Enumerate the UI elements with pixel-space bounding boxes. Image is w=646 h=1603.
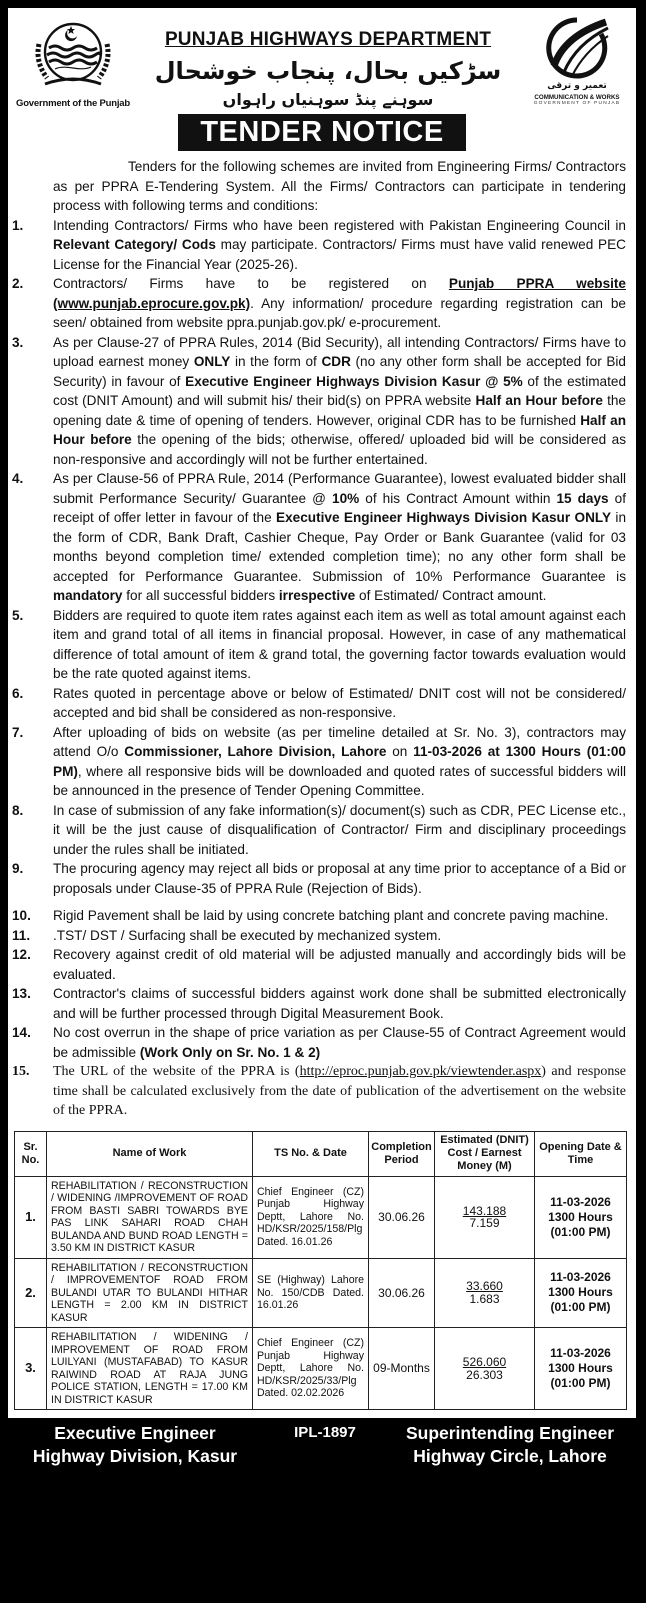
signatory-title: Executive Engineer bbox=[54, 1423, 216, 1443]
cell-cost bbox=[435, 1176, 535, 1258]
cell-cost bbox=[435, 1258, 535, 1328]
opening-time: (01:00 PM) bbox=[550, 1224, 611, 1239]
term-text: As per Clause-56 of PPRA Rule, 2014 (Performance Guarantee), lowest evaluated bidder shall submit Performance Security/ Guarantee @ bbox=[53, 471, 626, 506]
term-number: 14. bbox=[12, 1025, 31, 1040]
term-emphasis: ONLY bbox=[193, 354, 231, 369]
cell-name-of-work: REHABILITATION / RECONSTRUCTION / IMPROVEMENTOF ROAD FROM BULANDI UTAR TO BULANDI HITHAR LENGTH = 2.00 KM IN DISTRICT KASUR bbox=[47, 1258, 253, 1328]
estimated-cost: 143.188 bbox=[462, 1203, 507, 1218]
schemes-table bbox=[14, 1131, 627, 1411]
opening-hours: 1300 Hours bbox=[548, 1361, 613, 1375]
tender-notice-title: TENDER NOTICE bbox=[178, 114, 466, 151]
tender-notice-page bbox=[8, 8, 636, 1418]
earnest-money: 1.683 bbox=[469, 1291, 500, 1306]
term-text: Rigid Pavement shall be laid by using concrete batching plant and concrete paving machine. bbox=[53, 908, 609, 923]
header-estimated-cost: Estimated (DNIT) Cost / Earnest Money (M) bbox=[435, 1131, 535, 1176]
superintending-engineer-signature bbox=[380, 1422, 640, 1468]
term-number: 3. bbox=[12, 334, 24, 350]
communication-works-logo bbox=[518, 14, 636, 106]
term-number: 9. bbox=[12, 861, 24, 876]
term-item bbox=[8, 216, 636, 275]
cell-ts-no: Chief Engineer (CZ) Punjab Highway Deptt, Lahore No. HD/KSR/2025/158/Plg Dated. 16.01.26 bbox=[253, 1176, 369, 1258]
term-item bbox=[8, 469, 636, 606]
term-item bbox=[8, 984, 636, 1023]
cell-completion: 30.06.26 bbox=[369, 1176, 435, 1258]
header-center bbox=[138, 14, 518, 151]
term-text: No cost overrun in the shape of price variation as per Clause-55 of Contract Agreement would be admissible bbox=[53, 1025, 626, 1060]
term-number: 10. bbox=[12, 908, 31, 923]
term-text: on bbox=[386, 744, 414, 759]
term-emphasis: CDR bbox=[321, 354, 351, 369]
term-item bbox=[8, 274, 636, 333]
estimated-cost: 526.060 bbox=[462, 1355, 507, 1369]
punjab-government-logo bbox=[8, 14, 138, 109]
opening-date: 11-03-2026 bbox=[550, 1346, 611, 1360]
cell-sr: 1. bbox=[15, 1176, 47, 1258]
term-text: of Estimated/ Contract amount. bbox=[355, 588, 547, 603]
term-item bbox=[8, 684, 636, 723]
ipl-number: IPL-1897 bbox=[294, 1424, 356, 1441]
term-text: Recovery against credit of old material will be adjusted manually and accordingly bids will be evaluated. bbox=[53, 947, 626, 982]
signatory-title: Superintending Engineer bbox=[405, 1423, 615, 1443]
estimated-cost: 33.660 bbox=[466, 1279, 503, 1294]
term-text: in the form of bbox=[230, 354, 322, 369]
urdu-slogan-secondary: سوہنے پنڈ سوہنیاں راہواں bbox=[222, 90, 434, 109]
cell-completion: 09-Months bbox=[369, 1328, 435, 1410]
cell-name-of-work: REHABILITATION / WIDENING / IMPROVEMENT OF ROAD FROM LUILYANI (MUSTAFABAD) TO KASUR RAIWIND ROAD AT RAJA JUNG POLICE STATION, LENGTH = 17.00 KM IN DISTRICT KASUR bbox=[47, 1328, 253, 1410]
term-text: Bidders are required to quote item rates against each item as well as total amount against each item and grand total of all items in financial proposal. However, in case of any mathematical difference of total amount of item & grand total, the governing factor towards evaluation would be the rate quoted against items. bbox=[53, 607, 626, 681]
term-text: The URL of the website of the PPRA is ( bbox=[53, 1064, 300, 1079]
term-text: In case of submission of any fake information(s)/ document(s) such as CDR, PEC License etc., it will be the just cause of disqualification of Contractor/ Firm and disciplinary proceedings under the rules shall be initiated. bbox=[53, 802, 626, 857]
term-emphasis: (Work Only on Sr. No. 1 & 2) bbox=[139, 1044, 321, 1060]
term-emphasis: 10% bbox=[332, 490, 360, 506]
term-number: 12. bbox=[12, 947, 31, 962]
table-row bbox=[15, 1258, 627, 1328]
punjab-emblem-icon bbox=[25, 14, 121, 96]
notice-header bbox=[8, 8, 636, 151]
intro-text: Tenders for the following schemes are invited from Engineering Firms/ Contractors as per PPRA E-Tendering System. All the Firms/ Contractors can participate in tendering process with following terms and conditions: bbox=[53, 159, 626, 213]
term-text: of his Contract Amount within bbox=[359, 490, 557, 506]
right-logo-caption-1: COMMUNICATION & WORKS bbox=[534, 94, 620, 101]
term-number: 13. bbox=[12, 986, 31, 1001]
term-text: for all successful bidders bbox=[122, 588, 279, 603]
cell-sr: 2. bbox=[15, 1258, 47, 1328]
term-emphasis: Half an Hour before bbox=[475, 393, 603, 408]
term-emphasis: irrespective bbox=[278, 588, 356, 603]
term-emphasis: 11-03-2026 at 1300 Hours (01:00 PM) bbox=[53, 744, 626, 779]
term-number: 8. bbox=[12, 802, 24, 818]
term-item bbox=[8, 1023, 636, 1062]
terms-list bbox=[8, 216, 636, 1121]
signatory-office: Highway Circle, Lahore bbox=[413, 1446, 607, 1466]
term-text: Intending Contractors/ Firms who have been registered with Pakistan Engineering Council in bbox=[53, 217, 626, 233]
term-number: 6. bbox=[12, 685, 24, 701]
term-text: Contractor's claims of successful bidders against work done shall be submitted electronically and will be further processed through Digital Measurement Book. bbox=[53, 986, 626, 1021]
left-logo-caption: Government of the Punjab bbox=[16, 98, 130, 109]
header-completion-period: Completion Period bbox=[369, 1131, 435, 1176]
term-number: 5. bbox=[12, 607, 24, 623]
term-number: 1. bbox=[12, 217, 24, 233]
term-text: may participate. Contractors/ Firms must have valid renewed PEC License for the Financial Year (2025-26). bbox=[53, 237, 626, 272]
term-item bbox=[8, 606, 636, 684]
term-item bbox=[8, 333, 636, 470]
term-number: 4. bbox=[12, 471, 24, 486]
term-item bbox=[8, 906, 636, 926]
header-sr-no: Sr. No. bbox=[15, 1131, 47, 1176]
term-number: 2. bbox=[12, 276, 24, 291]
road-swoosh-icon bbox=[542, 14, 612, 80]
term-item bbox=[8, 801, 636, 860]
term-number: 7. bbox=[12, 724, 24, 740]
table-row bbox=[15, 1176, 627, 1258]
term-emphasis: Executive Engineer Highways Division Kasur ONLY bbox=[276, 510, 612, 525]
opening-hours: 1300 Hours bbox=[548, 1209, 613, 1224]
header-name-of-work: Name of Work bbox=[47, 1131, 253, 1176]
term-text: the opening date & time of opening of tenders. However, original CDR has to be furnished bbox=[53, 393, 626, 428]
term-text: After uploading of bids on website (as per timeline detailed at Sr. No. 3), contractors may attend O/o bbox=[53, 724, 626, 759]
term-text: The procuring agency may reject all bids or proposal at any time prior to acceptance of a Bid or proposals under Clause-35 of PPRA Rule (Rejection of Bids). bbox=[53, 861, 626, 896]
term-emphasis: Executive Engineer Highways Division Kasur @ 5% bbox=[185, 373, 523, 389]
opening-time: (01:00 PM) bbox=[550, 1300, 611, 1315]
term-text: . Any information/ procedure regarding registration can be seen/ obtained from website ppra.punjab.gov.pk/ e-procurement. bbox=[53, 295, 626, 330]
cell-cost bbox=[435, 1328, 535, 1410]
punjab-ppra-website-link[interactable]: Punjab PPRA website (www.punjab.eprocure.gov.pk) bbox=[53, 276, 626, 311]
term-text: of the estimated cost (DNIT Amount) and will submit his/ their bid(s) on PPRA website bbox=[53, 373, 626, 408]
term-emphasis: Half an Hour before bbox=[53, 412, 626, 447]
term-item bbox=[8, 723, 636, 801]
ppra-viewtender-link[interactable]: http://eproc.punjab.gov.pk/viewtender.aspx bbox=[299, 1064, 542, 1079]
opening-date: 11-03-2026 bbox=[550, 1270, 611, 1285]
intro-paragraph bbox=[53, 157, 626, 216]
term-text: of receipt of offer letter in favour of the bbox=[53, 490, 626, 525]
term-text: .TST/ DST / Surfacing shall be executed by mechanized system. bbox=[53, 927, 442, 943]
cell-ts-no: SE (Highway) Lahore No. 150/CDB Dated. 16.01.26 bbox=[253, 1258, 369, 1328]
term-item bbox=[8, 1062, 636, 1121]
opening-hours: 1300 Hours bbox=[548, 1285, 613, 1300]
term-text: , where all responsive bids will be downloaded and quoted rates of successful bidders will be announced in the presence of Tender Opening Committee. bbox=[53, 763, 626, 798]
term-text: the opening of the bids; otherwise, offered/ uploaded bid will be considered as non-responsive and accordingly will not be further entertained. bbox=[53, 432, 626, 467]
cell-ts-no: Chief Engineer (CZ) Punjab Highway Deptt, Lahore No. HD/KSR/2025/33/Plg Dated. 02.02.2026 bbox=[253, 1328, 369, 1410]
term-number: 11. bbox=[12, 927, 31, 943]
earnest-money: 7.159 bbox=[469, 1216, 500, 1230]
term-emphasis: Commissioner, Lahore Division, Lahore bbox=[124, 744, 387, 759]
opening-time: (01:00 PM) bbox=[550, 1376, 611, 1390]
term-emphasis: 15 days bbox=[556, 490, 609, 506]
header-opening-date: Opening Date & Time bbox=[535, 1131, 627, 1176]
earnest-money: 26.303 bbox=[466, 1367, 503, 1382]
term-emphasis: Relevant Category/ Cods bbox=[53, 237, 216, 252]
opening-date: 11-03-2026 bbox=[550, 1194, 611, 1209]
term-item bbox=[8, 945, 636, 984]
right-logo-urdu: تعمیر و ترقی bbox=[547, 81, 607, 91]
term-text: in the form of CDR, Bank Draft, Cashier Cheque, Pay Order or Bank Guarantee (valid for 03 months beyond completion time/ extended completion time); no any other form shall be accepted for Performance Guarantee. Submission of 10% Performance Guarantee is bbox=[53, 510, 627, 584]
right-logo-caption-2: GOVERNMENT OF PUNJAB bbox=[533, 101, 621, 106]
term-emphasis: mandatory bbox=[53, 588, 123, 603]
cell-opening bbox=[535, 1176, 627, 1258]
cell-completion: 30.06.26 bbox=[369, 1258, 435, 1328]
cell-opening bbox=[535, 1328, 627, 1410]
signatory-office: Highway Division, Kasur bbox=[32, 1446, 238, 1466]
term-text: Contractors/ Firms have to be registered on bbox=[53, 276, 449, 291]
term-text: Rates quoted in percentage above or below of Estimated/ DNIT cost will not be considered/ accepted and bid shall be considered as non-responsive. bbox=[53, 685, 626, 720]
department-title: PUNJAB HIGHWAYS DEPARTMENT bbox=[164, 29, 492, 50]
urdu-slogan-primary: سڑکیں بحال، پنجاب خوشحال bbox=[154, 57, 502, 85]
term-number: 15. bbox=[12, 1064, 30, 1079]
executive-engineer-signature bbox=[0, 1422, 270, 1468]
cell-name-of-work: REHABILITATION / RECONSTRUCTION / WIDENING /IMPROVEMENT OF ROAD FROM BASTI SABRI TOWARDS BYE PAS LINK SAHARI ROAD CHAH BULANDA AND BUND ROAD LENGTH = 3.50 KM IN DISTRICT KASUR bbox=[47, 1176, 253, 1258]
header-ts-no-date: TS No. & Date bbox=[253, 1131, 369, 1176]
table-row bbox=[15, 1328, 627, 1410]
term-text: As per Clause-27 of PPRA Rules, 2014 (Bid Security), all intending Contractors/ Firms have to upload earnest money bbox=[53, 334, 626, 369]
term-text: ) and response time shall be calculated exclusively from the date of publication of the advertisement on the website of the PPRA. bbox=[53, 1064, 626, 1118]
table-header-row bbox=[15, 1131, 627, 1176]
cell-opening bbox=[535, 1258, 627, 1328]
term-item bbox=[8, 926, 636, 946]
term-text: (no any other form shall be accepted for Bid Security) in favour of bbox=[53, 354, 626, 389]
cell-sr: 3. bbox=[15, 1328, 47, 1410]
signature-footer bbox=[0, 1418, 646, 1489]
term-item bbox=[8, 859, 636, 898]
